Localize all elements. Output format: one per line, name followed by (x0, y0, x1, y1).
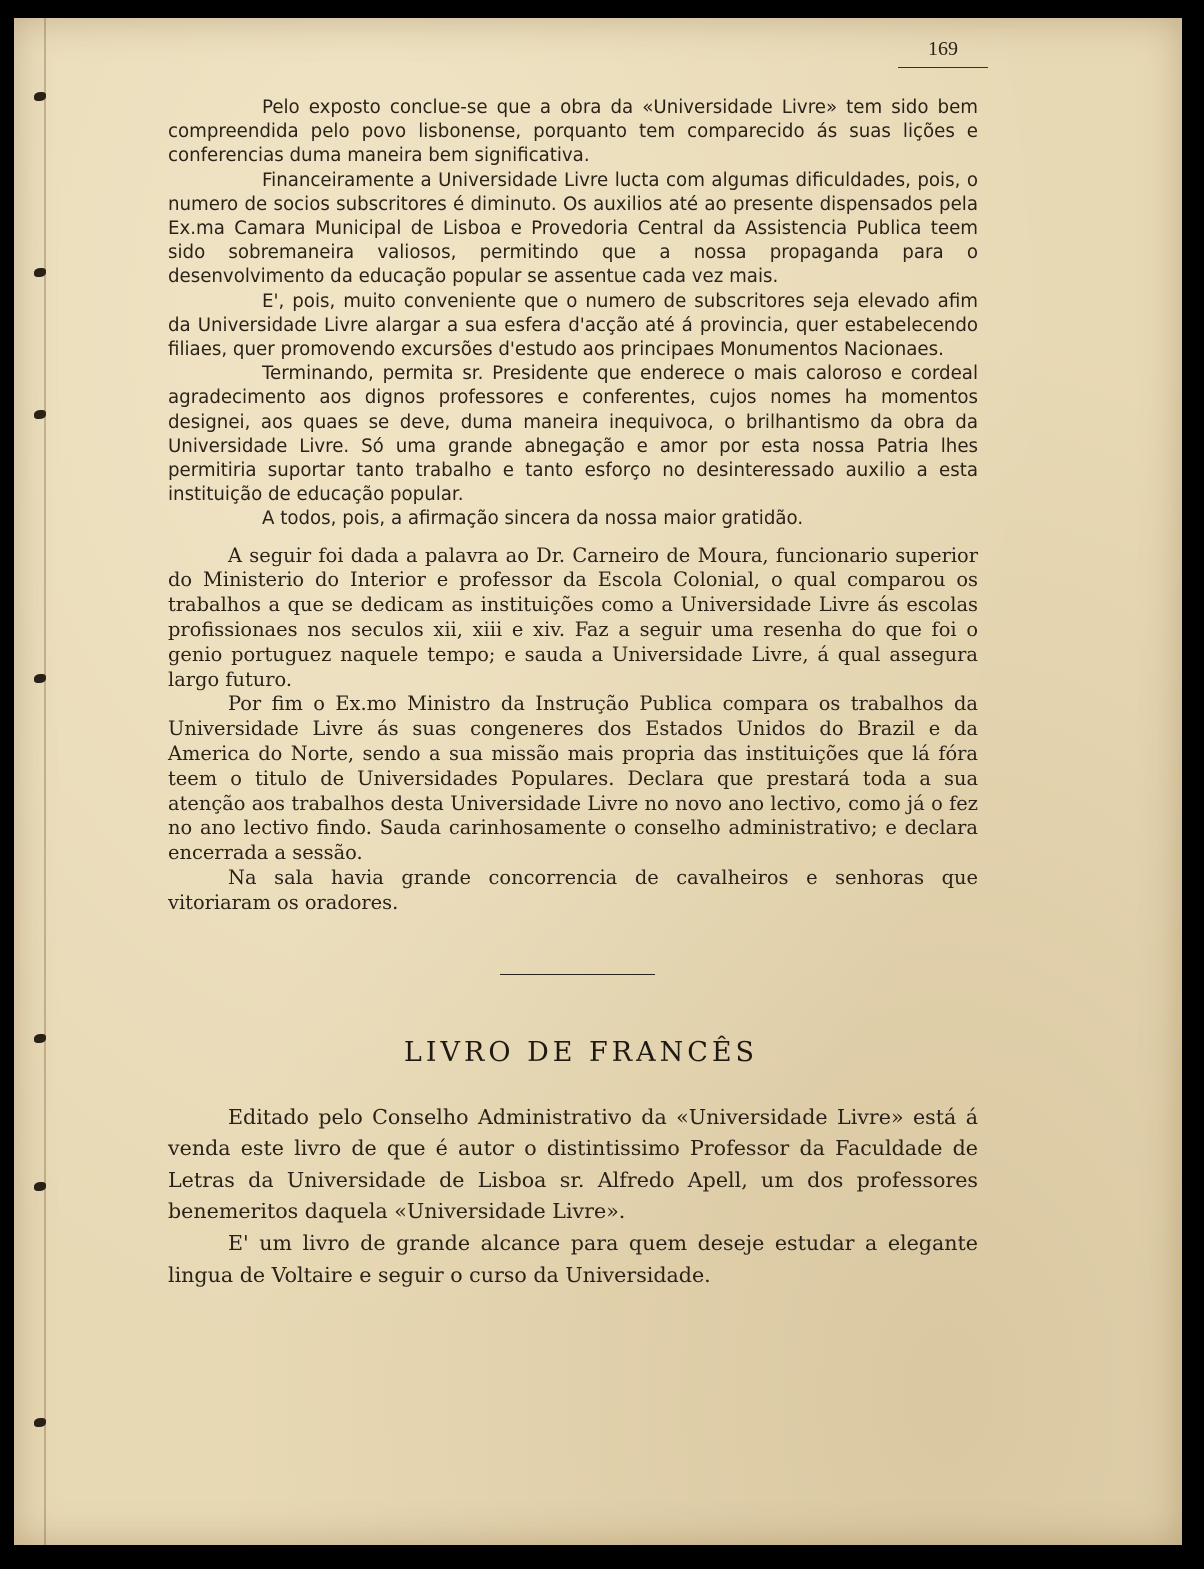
binding-edge (44, 18, 46, 1545)
paragraph: Financeiramente a Universidade Livre lucta com algumas dificuldades, pois, o numero de socios subscritores é diminuto. Os auxilios até ao presente dispensados pela Ex.ma Camara Municipal de Lisboa e Provedoria Central da Assistencia Publica teem sido sobremaneira valiosos, permitindo que a nossa propaganda para o desenvolvimento da educação popular se assentue cada vez mais. (168, 169, 978, 288)
binding-stitch (34, 1034, 46, 1043)
paragraph: Terminando, permita sr. Presidente que enderece o mais caloroso e cordeal agradecimento aos dignos professores e conferentes, cujos nomes ha momentos designei, aos quaes se deve, duma maneira inequivoca, o brilhantismo da obra da Universidade Livre. Só uma grande abnegação e amor por esta nossa Patria lhes permitiria suportar tanto trabalho e tanto esforço no desinteressado auxilio a esta instituição de educação popular. (168, 363, 978, 506)
binding-stitch (34, 92, 46, 101)
binding-stitch (34, 1418, 46, 1427)
page-body (168, 96, 978, 1291)
paragraph: Pelo exposto conclue-se que a obra da «Universidade Livre» tem sido bem compreendida pelo povo lisbonense, porquanto tem comparecido ás suas lições e conferencias duma maneira bem significativa. (168, 97, 978, 167)
book-notice-section (168, 1102, 978, 1292)
binding-stitch (34, 268, 46, 277)
binding-stitch (34, 410, 46, 419)
binding-stitch (34, 1182, 46, 1191)
session-account-section (168, 544, 978, 916)
paragraph: Editado pelo Conselho Administrativo da «Universidade Livre» está á venda este livro de que é autor o distintissimo Professor da Faculdade de Letras da Universidade de Lisboa sr. Alfredo Apell, um dos professores benemeritos daquela «Universidade Livre». (168, 1104, 978, 1224)
binding-stitch (34, 674, 46, 683)
paragraph: A seguir foi dada a palavra ao Dr. Carneiro de Moura, funcionario superior do Ministerio do Interior e professor da Escola Colonial, o qual comparou os trabalhos a que se dedicam as instituições como a Universidade Livre ás escolas profissionaes nos seculos xii, xiii e xiv. Faz a seguir uma resenha do que foi o genio portuguez naquele tempo; e sauda a Universidade Livre, á qual assegura largo futuro. (168, 543, 978, 691)
paragraph: E' um livro de grande alcance para quem deseje estudar a elegante lingua de Voltaire e seguir o curso da Universidade. (168, 1230, 978, 1287)
section-heading: LIVRO DE FRANCÊS (403, 1036, 759, 1068)
paragraph: E', pois, muito conveniente que o numero de subscritores seja elevado afim da Universidade Livre alargar a sua esfera d'acção até á provincia, quer estabelecendo filiaes, quer promovendo excursões d'estudo aos principaes Monumentos Nacionaes. (168, 290, 978, 361)
page-number: 169 (898, 38, 988, 68)
paragraph: Por fim o Ex.mo Ministro da Instrução Publica compara os trabalhos da Universidade Livre ás suas congeneres dos Estados Unidos do Brazil e da America do Norte, sendo a sua missão mais propria das instituições que lá fóra teem o titulo de Universidades Populares. Declara que prestará toda a sua atenção aos trabalhos desta Universidade Livre no novo ano lectivo, como já o fez no ano lectivo findo. Sauda carinhosamente o conselho administrativo; e declara encerrada a sessão. (168, 692, 978, 865)
report-conclusion-section (168, 96, 978, 532)
paragraph: Na sala havia grande concorrencia de cavalheiros e senhoras que vitoriaram os oradores. (168, 866, 978, 914)
paragraph: A todos, pois, a afirmação sincera da nossa maior gratidão. (262, 508, 804, 530)
section-divider (500, 974, 655, 975)
scanned-page (14, 18, 1182, 1545)
